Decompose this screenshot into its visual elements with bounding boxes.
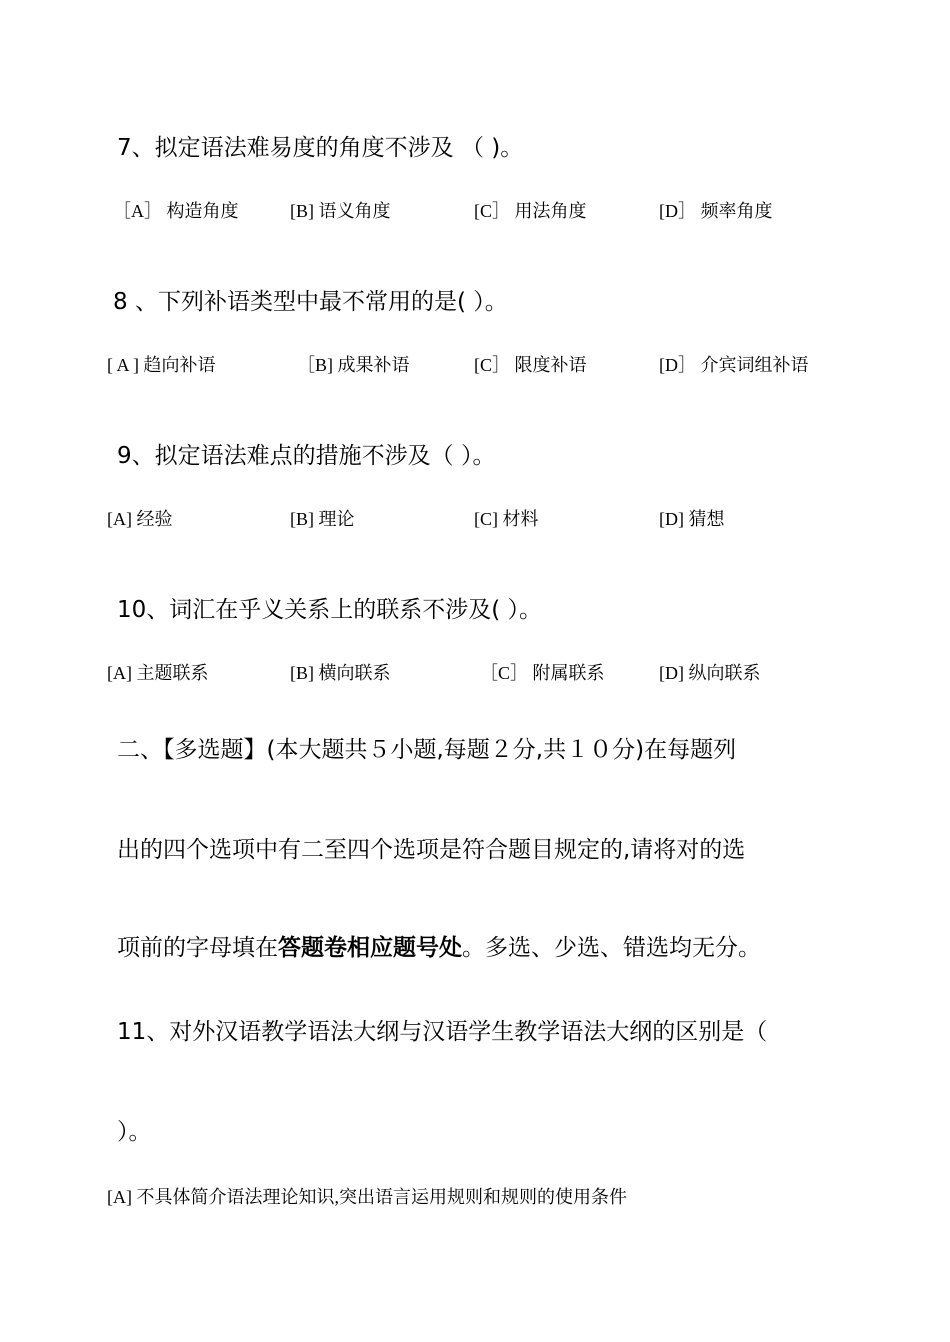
section-2-line-3-suffix: 。多选、少选、错选均无分。 [462,935,761,961]
section-2-instructions-line-2: 出的四个选项中有二至四个选项是符合题目规定的,请将对的选 [117,837,746,863]
question-10-option-b: [B] 横向联系 [290,663,391,683]
question-9-option-c: [C] 材料 [474,509,539,529]
question-8-option-b: ［B] 成果补语 [297,355,410,375]
question-7-option-d: [D］ 频率角度 [659,201,773,221]
question-7-stem: 7、拟定语法难易度的角度不涉及 （ )。 [117,135,524,161]
question-10-option-a: [A] 主题联系 [107,663,209,683]
question-8-option-d: [D］ 介宾词组补语 [659,355,809,375]
question-11-stem-line-2: ）。 [117,1119,152,1145]
question-11-option-a: [A] 不具体简介语法理论知识,突出语言运用规则和规则的使用条件 [107,1187,627,1207]
question-9-option-b: [B] 理论 [290,509,355,529]
section-2-line-3-prefix: 项前的字母填在 [117,935,278,961]
question-9-option-a: [A] 经验 [107,509,173,529]
question-8-stem: 8 、下列补语类型中最不常用的是( ）。 [113,289,508,315]
question-7-option-b: [B] 语义角度 [290,201,391,221]
section-2-instructions-line-1: 二、【多选题】(本大题共５小题,每题２分,共１０分)在每题列 [117,737,737,763]
question-10-stem: 10、词汇在乎义关系上的联系不涉及( ）。 [117,597,543,623]
question-9-option-d: [D] 猜想 [659,509,725,529]
section-2-instructions-line-3 [117,933,761,963]
question-7-option-c: [C］ 用法角度 [474,201,587,221]
section-2-line-3-bold: 答题卷相应题号处 [278,935,462,961]
question-8-option-a: [ A ] 趋向补语 [107,355,216,375]
question-10-option-d: [D] 纵向联系 [659,663,761,683]
question-7-option-a: ［A］ 构造角度 [113,201,239,221]
question-11-stem-line-1: 11、对外汉语教学语法大纲与汉语学生教学语法大纲的区别是（ [117,1019,768,1045]
question-10-option-c: ［C］ 附属联系 [480,663,605,683]
question-9-stem: 9、拟定语法难点的措施不涉及（ ）。 [117,443,496,469]
question-8-option-c: [C］ 限度补语 [474,355,587,375]
